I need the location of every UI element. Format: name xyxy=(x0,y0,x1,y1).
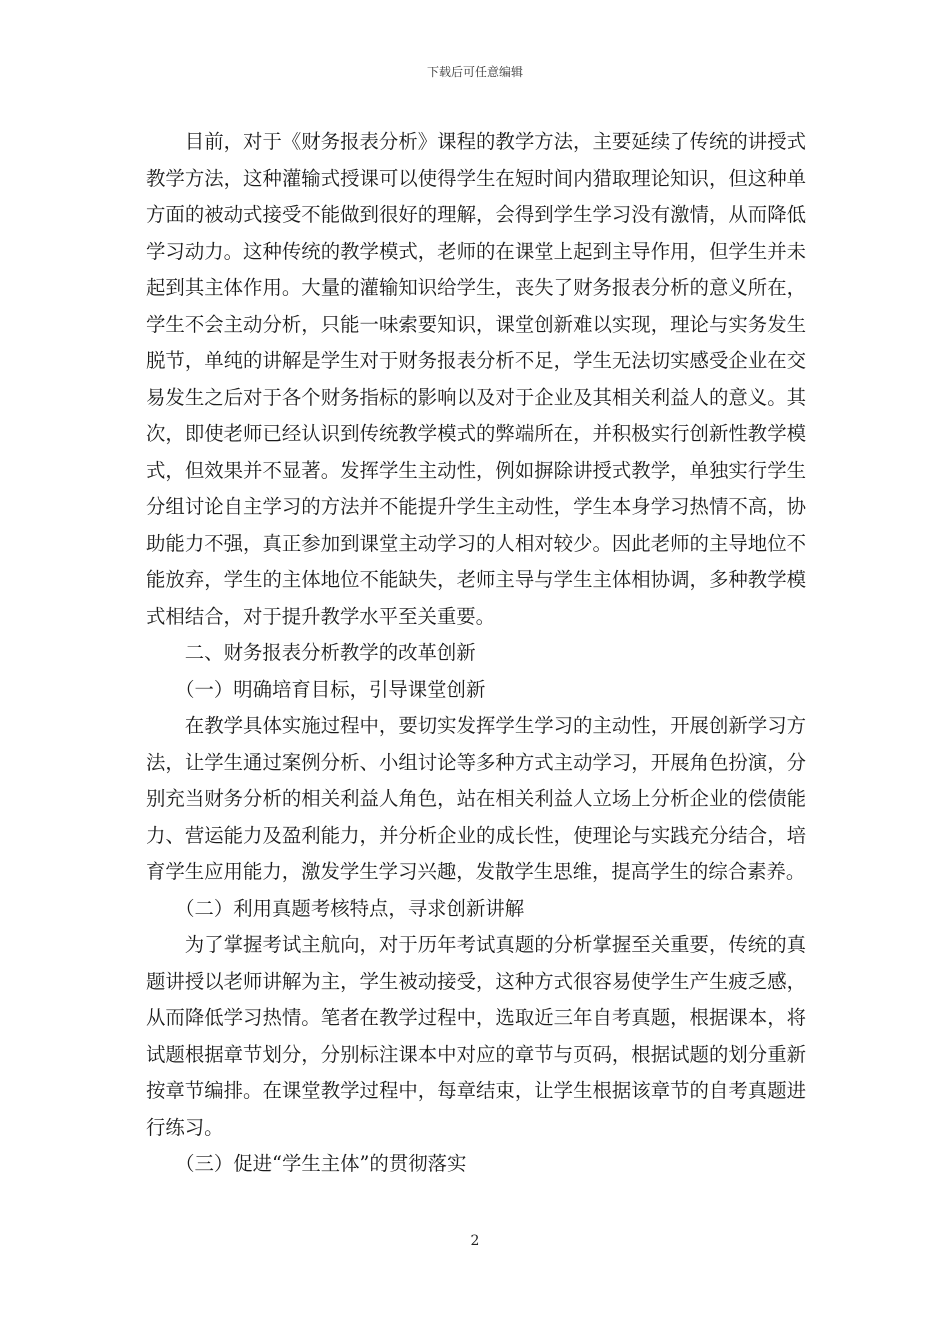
paragraph-implementation: 在教学具体实施过程中，要切实发挥学生学习的主动性，开展创新学习方法，让学生通过案例分析、小组讨论等多种方式主动学习，开展角色扮演，分别充当财务分析的相关利益人角色，站在相关利益人立场上分析企业的偿债能力、营运能力及盈利能力，并分析企业的成长性，使理论与实践充分结合，培育学生应用能力，激发学生学习兴趣，发散学生思维，提高学生的综合素养。 xyxy=(146,714,806,883)
paragraph-exam-analysis: 为了掌握考试主航向，对于历年考试真题的分析掌握至关重要，传统的真题讲授以老师讲解为主，学生被动接受，这种方式很容易使学生产生疲乏感，从而降低学习热情。笔者在教学过程中，选取近三年自考真题，根据课本，将试题根据章节划分，分别标注课本中对应的章节与页码，根据试题的划分重新按章节编排。在课堂教学过程中，每章结束，让学生根据该章节的自考真题进行练习。 xyxy=(146,933,806,1139)
subsection-heading-exam-questions: （二）利用真题考核特点，寻求创新讲解 xyxy=(175,896,525,920)
paragraph-teaching-methods: 目前，对于《财务报表分析》课程的教学方法，主要延续了传统的讲授式教学方法，这种灌输式授课可以使得学生在短时间内猎取理论知识，但这种单方面的被动式接受不能做到很好的理解，会得到学生学习没有激情，从而降低学习动力。这种传统的教学模式，老师的在课堂上起到主导作用，但学生并未起到其主体作用。大量的灌输知识给学生，丧失了财务报表分析的意义所在，学生不会主动分析，只能一味索要知识，课堂创新难以实现，理论与实务发生脱节，单纯的讲解是学生对于财务报表分析不足，学生无法切实感受企业在交易发生之后对于各个财务指标的影响以及对于企业及其相关利益人的意义。其次，即使老师已经认识到传统教学模式的弊端所在，并积极实行创新性教学模式，但效果并不显著。发挥学生主动性，例如摒除讲授式教学，单独实行学生分组讨论自主学习的方法并不能提升学生主动性，学生本身学习热情不高，协助能力不强，真正参加到课堂主动学习的人相对较少。因此老师的主导地位不能放弃，学生的主体地位不能缺失，老师主导与学生主体相协调，多种教学模式相结合，对于提升教学水平至关重要。 xyxy=(146,130,806,628)
document-body xyxy=(146,124,806,1183)
subsection-heading-student-centered: （三）促进“学生主体”的贯彻落实 xyxy=(175,1152,467,1175)
section-heading-reform: 二、财务报表分析教学的改革创新 xyxy=(184,641,476,664)
subsection-heading-goals: （一）明确培育目标，引导课堂创新 xyxy=(175,677,486,701)
page-number: 2 xyxy=(470,1233,480,1249)
page-header: 下载后可任意编辑 xyxy=(426,65,523,79)
